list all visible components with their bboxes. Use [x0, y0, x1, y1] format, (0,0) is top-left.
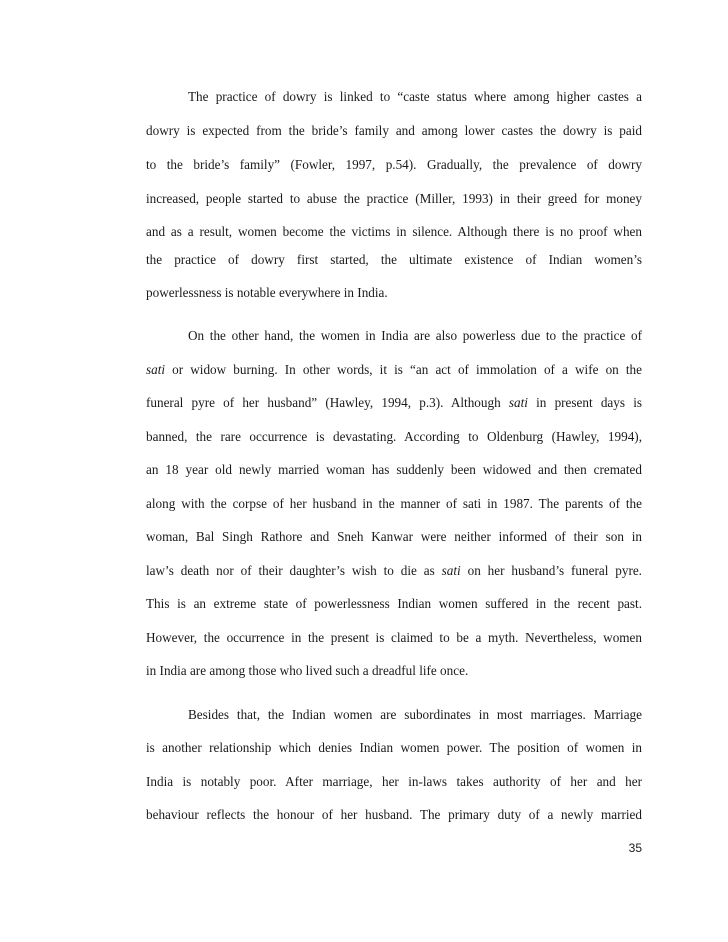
paragraph-1-line-4: increased, people started to abuse the practice (Miller, 1993) in their greed for money — [146, 191, 642, 206]
paragraph-1-line-1: The practice of dowry is linked to “caste status where among higher castes a — [188, 89, 642, 104]
paragraph-3-line-1: Besides that, the Indian women are subordinates in most marriages. Marriage — [188, 707, 642, 722]
text-span: funeral pyre of her husband” (Hawley, 1994, p.3). Although — [146, 395, 509, 410]
paragraph-2-line-6: along with the corpse of her husband in the manner of sati in 1987. The parents of the — [146, 496, 642, 511]
paragraph-2-line-9: This is an extreme state of powerlessness Indian women suffered in the recent past. — [146, 596, 642, 611]
paragraph-1-line-7: powerlessness is notable everywhere in India. — [146, 285, 388, 300]
sati-term: sati — [508, 395, 528, 410]
text-span: law’s death nor of their daughter’s wish to die as — [146, 563, 442, 578]
paragraph-1-line-2: dowry is expected from the bride’s family and among lower castes the dowry is paid — [146, 123, 642, 138]
paragraph-1-line-3: to the bride’s family” (Fowler, 1997, p.54). Gradually, the prevalence of dowry — [146, 157, 642, 172]
paragraph-2-line-10: However, the occurrence in the present is claimed to be a myth. Nevertheless, women — [146, 630, 642, 645]
paragraph-2-line-3 — [146, 395, 642, 411]
sati-term: sati — [146, 362, 166, 377]
sati-term: sati — [441, 563, 461, 578]
paragraph-1-line-6: the practice of dowry first started, the ultimate existence of Indian women’s — [146, 252, 642, 267]
page-number: 35 — [628, 841, 642, 855]
paragraph-1-line-5: and as a result, women become the victims in silence. Although there is no proof when — [146, 224, 642, 239]
paragraph-2-line-2 — [146, 362, 642, 378]
paragraph-2-line-8 — [146, 563, 642, 579]
paragraph-2-line-7: woman, Bal Singh Rathore and Sneh Kanwar were neither informed of their son in — [146, 529, 642, 544]
paragraph-3-line-4: behaviour reflects the honour of her husband. The primary duty of a newly married — [146, 807, 642, 822]
text-span: or widow burning. In other words, it is “an act of immolation of a wife on the — [165, 362, 642, 377]
paragraph-2-line-4: banned, the rare occurrence is devastating. According to Oldenburg (Hawley, 1994), — [146, 429, 642, 444]
text-span: on her husband’s funeral pyre. — [460, 563, 642, 578]
paragraph-3-line-2: is another relationship which denies Indian women power. The position of women in — [146, 740, 642, 755]
text-span: in present days is — [527, 395, 642, 410]
paragraph-2-line-5: an 18 year old newly married woman has suddenly been widowed and then cremated — [146, 462, 642, 477]
paragraph-2-line-1: On the other hand, the women in India are also powerless due to the practice of — [188, 328, 642, 343]
paragraph-3-line-3: India is notably poor. After marriage, her in-laws takes authority of her and her — [146, 774, 642, 789]
paragraph-2-line-11: in India are among those who lived such a dreadful life once. — [146, 663, 469, 678]
